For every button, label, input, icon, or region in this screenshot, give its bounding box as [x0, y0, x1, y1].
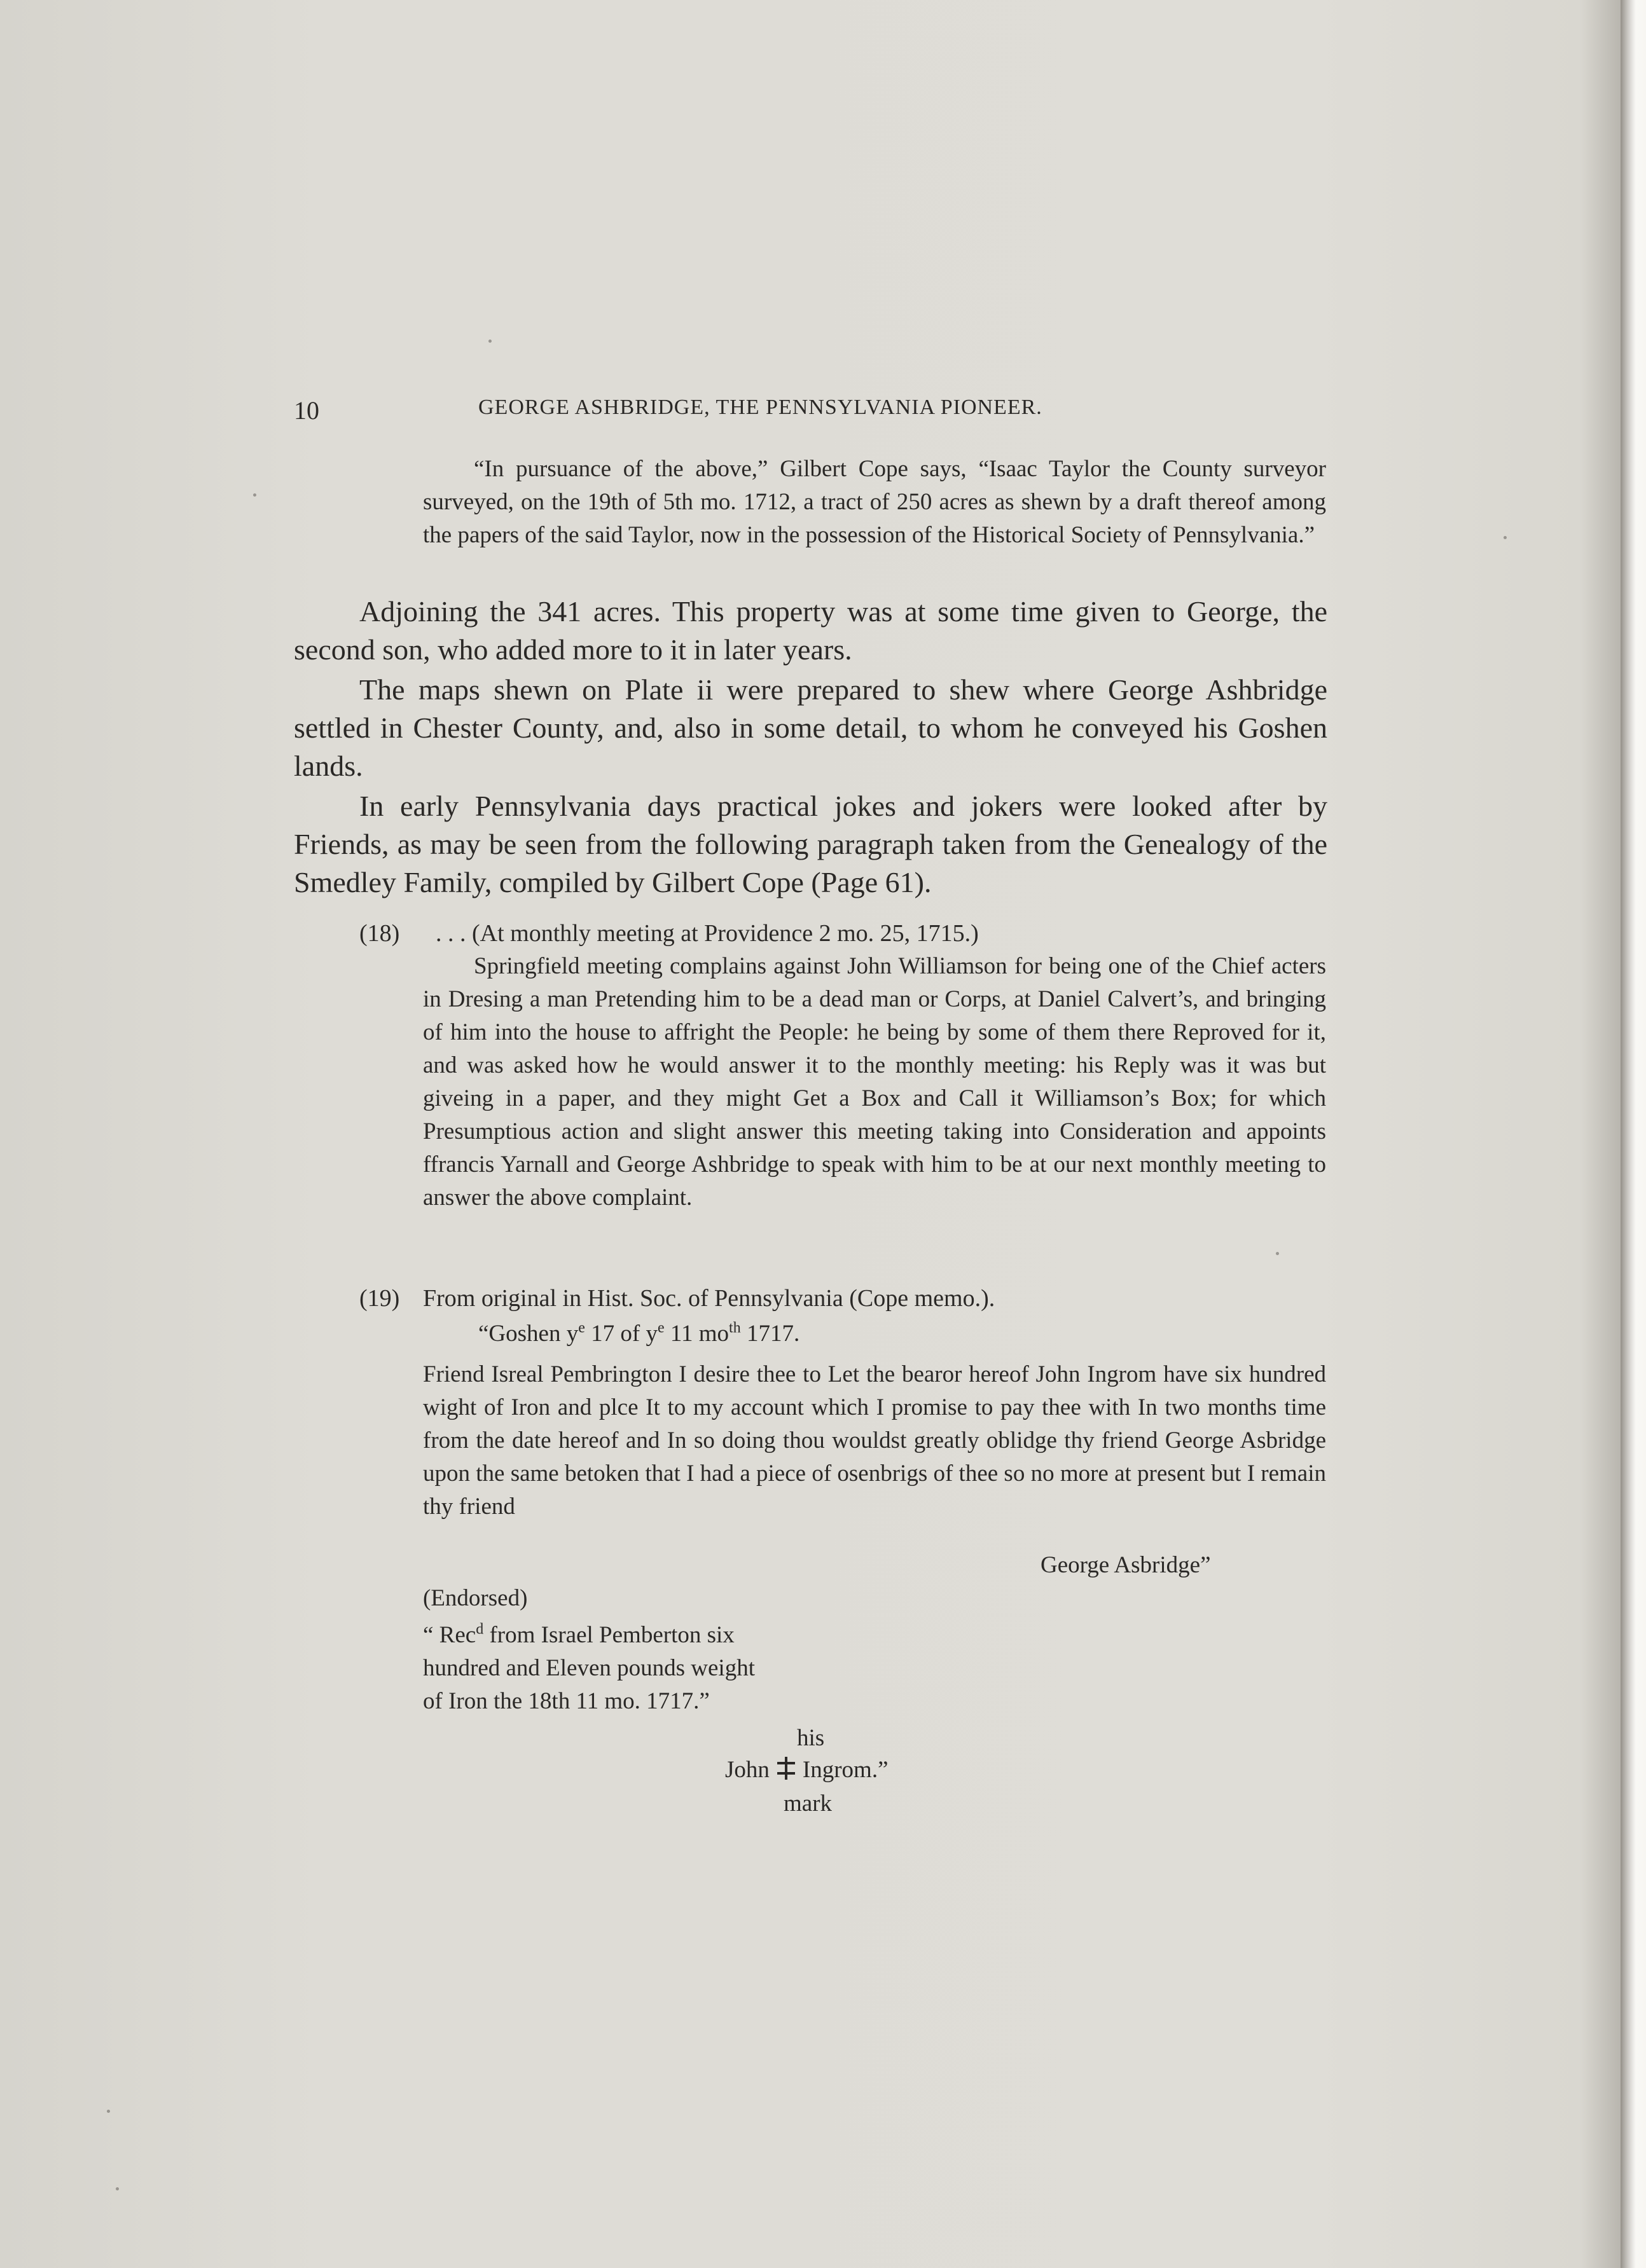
page-edge [1621, 0, 1646, 2268]
dateline-part: 1717. [740, 1321, 800, 1347]
cross-mark-icon [776, 1757, 796, 1780]
ref18-body: Springfield meeting complains against John Williamson for being one of the Chief acters in Dresing a man Pretending him to be a dead man or Corps, at Daniel Calvert’s, and bringing of him into the house to affright the People: he being by some of them there Reproved for it, and was asked how he would answer it to the monthly meeting: his Reply was it was but giveing in a paper, and they might Get a Box and Call it Williamson’s Box; for which Presumptious action and slight answer this meeting taking into Consideration and appoints ffrancis Yarnall and George Ashbridge to speak with him to be at our next monthly meeting to answer the above complaint. [423, 953, 1326, 1211]
mark-his: his [797, 1725, 825, 1751]
paragraph-jokes: In early Pennsylvania days practical jokes and jokers were looked after by Friends, as may be seen from the following paragraph taken from the Genealogy of the Smedley Family, compiled by Gilbert Cope (Page 61). [294, 790, 1327, 898]
dateline-part: 11 mo [664, 1321, 730, 1347]
letter-signature: George Asbridge” [1041, 1552, 1211, 1578]
mark-name-last: Ingrom.” [802, 1757, 889, 1783]
page-number: 10 [294, 396, 319, 425]
paragraph-adjoining: Adjoining the 341 acres. This property was at some time given to George, the second son, who added more to it in later years. [294, 595, 1327, 666]
ref19-heading: From original in Hist. Soc. of Pennsylvania (Cope memo.). [423, 1285, 995, 1312]
dateline-part: “Goshen y [478, 1321, 579, 1347]
paper-speck [488, 340, 492, 343]
receipt-line-1 [423, 1621, 735, 1649]
receipt-line-2: hundred and Eleven pounds weight [423, 1655, 755, 1681]
dateline-part: 17 of y [584, 1321, 658, 1347]
mark-name-first: John [725, 1757, 770, 1783]
endorsed-label: (Endorsed) [423, 1585, 528, 1611]
ref19-letter: Friend Isreal Pembrington I desire thee to Let the bearor hereof John Ingrom have six hundred wight of Iron and plce It to my account which I promise to pay thee with In two months time from the date hereof and In so doing thou wouldst greatly oblidge thy friend George Asbridge upon the same betoken that I had a piece of osenbrigs of thee so no more at present but I remain thy friend [423, 1361, 1326, 1520]
ref18-number: (18) [359, 920, 400, 947]
ref19-heading-line [359, 1284, 995, 1312]
ref18-heading: . . . (At monthly meeting at Providence 2 mo. 25, 1715.) [436, 920, 979, 947]
paper-speck [116, 2187, 119, 2190]
receipt-part: “ Rec [423, 1622, 476, 1648]
paper-speck [107, 2110, 110, 2113]
dateline-sup: e [578, 1319, 585, 1337]
page-header [294, 395, 1337, 426]
ref19-number: (19) [359, 1285, 400, 1312]
paper-speck [1276, 1252, 1279, 1255]
paper-speck [253, 493, 256, 497]
running-head: GEORGE ASHBRIDGE, THE PENNSYLVANIA PIONEER. [478, 395, 1042, 419]
paragraph-maps: The maps shewn on Plate ii were prepared to shew where George Ashbridge settled in Chester County, and, also in some detail, to whom he conveyed his Goshen lands. [294, 673, 1327, 782]
mark-word: mark [784, 1790, 833, 1817]
ref18-heading-line [359, 919, 979, 947]
receipt-sup: d [476, 1621, 484, 1638]
cope-quote: “In pursuance of the above,” Gilbert Cope says, “Isaac Taylor the County surveyor surveyed, on the 19th of 5th mo. 1712, a tract of 250 acres as shewn by a draft thereof among the papers of the said Taylor, now in the possession of the Historical Society of Pennsylvania.” [423, 456, 1326, 548]
ref19-dateline [478, 1320, 799, 1347]
paper-speck [1504, 536, 1507, 539]
dateline-sup: th [729, 1319, 741, 1337]
mark-name-line [725, 1756, 889, 1783]
dateline-sup: e [657, 1319, 665, 1337]
receipt-part: from Israel Pemberton six [483, 1622, 735, 1648]
receipt-line-3: of Iron the 18th 11 mo. 1717.” [423, 1688, 710, 1714]
